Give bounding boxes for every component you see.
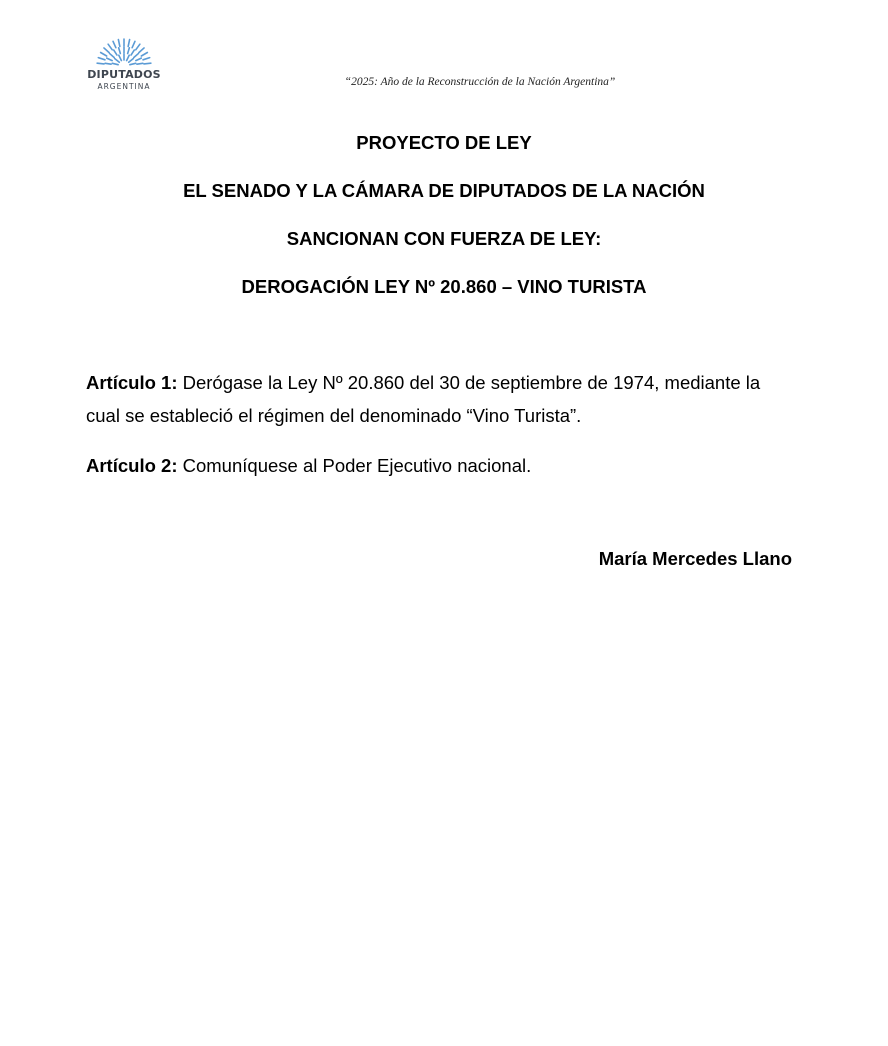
logo-subtext: ARGENTINA xyxy=(97,82,151,91)
congress-dome-icon xyxy=(96,34,152,68)
article-2-label: Artículo 2: xyxy=(86,455,178,476)
enacting-clause-continued: SANCIONAN CON FUERZA DE LEY: xyxy=(286,228,602,249)
article-2 xyxy=(86,449,798,482)
article-2-text: Comuníquese al Poder Ejecutivo nacional. xyxy=(182,455,532,476)
document-title: PROYECTO DE LEY xyxy=(356,132,532,153)
signature: María Mercedes Llano xyxy=(598,548,792,569)
article-1-label: Artículo 1: xyxy=(86,372,178,393)
enacting-clause: EL SENADO Y LA CÁMARA DE DIPUTADOS DE LA NACIÓN xyxy=(183,180,705,201)
article-1 xyxy=(86,366,798,432)
year-motto: “2025: Año de la Reconstrucción de la Nación Argentina” xyxy=(344,76,616,88)
logo-text: DIPUTADOS xyxy=(87,68,161,81)
article-1-text: Derógase la Ley Nº 20.860 del 30 de septiembre de 1974, mediante la cual se estableció el régimen del denominado “Vino Turista”. xyxy=(86,372,761,426)
law-subject: DEROGACIÓN LEY Nº 20.860 – VINO TURISTA xyxy=(241,276,647,297)
